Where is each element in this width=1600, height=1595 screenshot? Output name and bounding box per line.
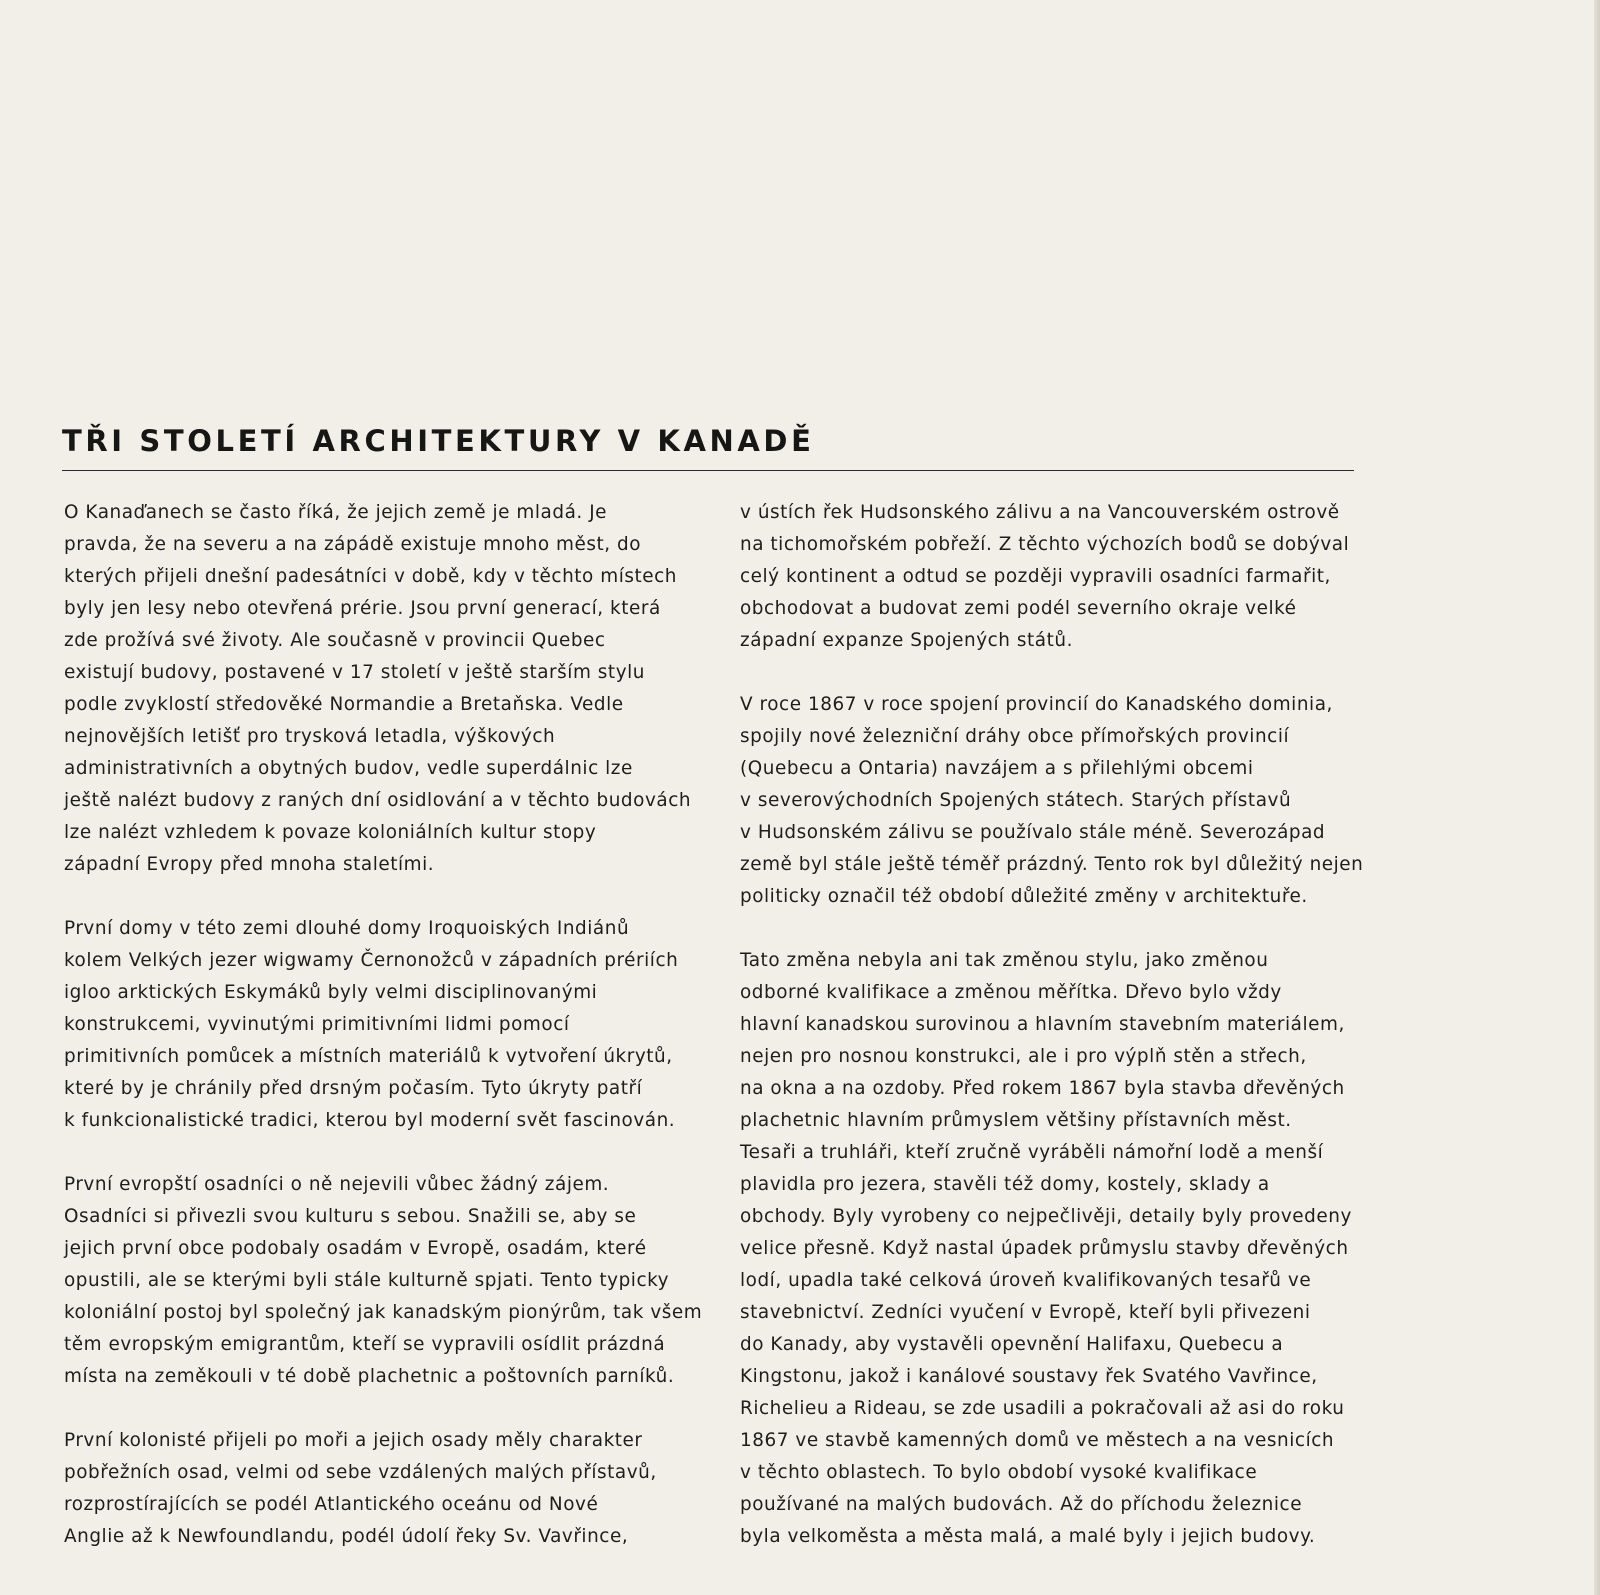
text-line: Tato změna nebyla ani tak změnou stylu, jako změnou: [740, 950, 1269, 971]
text-line: opustili, ale se kterými byli stále kulturně spjati. Tento typicky: [64, 1270, 670, 1291]
left-column: [64, 497, 704, 1585]
text-line: kterých přijeli dnešní padesátníci v době, kdy v těchto místech: [64, 566, 677, 587]
text-line: obchody. Byly vyrobeny co nejpečlivěji, detaily byly provedeny: [740, 1206, 1352, 1227]
text-line: existují budovy, postavené v 17 století v ještě starším stylu: [64, 662, 645, 683]
paragraph: [740, 945, 1380, 1553]
text-line: pobřežních osad, velmi od sebe vzdálených malých přístavů,: [64, 1462, 657, 1483]
text-line: západní Evropy před mnoha staletími.: [64, 854, 435, 875]
text-line: podle zvyklostí středověké Normandie a Bretaňska. Vedle: [64, 694, 624, 715]
text-line: na okna a na ozdoby. Před rokem 1867 byla stavba dřevěných: [740, 1078, 1345, 1099]
text-line: na tichomořském pobřeží. Z těchto výchozích bodů se dobýval: [740, 534, 1350, 555]
text-line: administrativních a obytných budov, vedle superdálnic lze: [64, 758, 633, 779]
text-line: Osadníci si přivezli svou kulturu s sebou. Snažili se, aby se: [64, 1206, 637, 1227]
text-line: rozprostírajících se podél Atlantického oceánu od Nové: [64, 1494, 599, 1515]
title-rule: [62, 470, 1354, 471]
text-line: obchodovat a budovat zemi podél severního okraje velké: [740, 598, 1297, 619]
text-line: konstrukcemi, vyvinutými primitivními lidmi pomocí: [64, 1014, 570, 1035]
text-line: velice přesně. Když nastal úpadek průmyslu stavby dřevěných: [740, 1238, 1349, 1259]
text-line: celý kontinent a odtud se později vypravili osadníci farmařit,: [740, 566, 1331, 587]
text-line: používané na malých budovách. Až do příchodu železnice: [740, 1494, 1303, 1515]
text-line: v ústích řek Hudsonského zálivu a na Vancouverském ostrově: [740, 502, 1340, 523]
right-column: [740, 497, 1380, 1585]
text-line: Richelieu a Rideau, se zde usadili a pokračovali až asi do roku: [740, 1398, 1345, 1419]
text-line: místa na zeměkouli v té době plachetnic a poštovních parníků.: [64, 1366, 675, 1387]
text-line: V roce 1867 v roce spojení provincií do Kanadského dominia,: [740, 694, 1333, 715]
text-line: (Quebecu a Ontaria) navzájem a s přilehlými obcemi: [740, 758, 1254, 779]
text-line: politicky označil též období důležité změny v architektuře.: [740, 886, 1308, 907]
text-line: kolem Velkých jezer wigwamy Černonožců v západních prériích: [64, 950, 679, 971]
text-line: nejen pro nosnou konstrukci, ale i pro výplň stěn a střech,: [740, 1046, 1307, 1067]
text-line: primitivních pomůcek a místních materiálů k vytvoření úkrytů,: [64, 1046, 673, 1067]
text-line: První domy v této zemi dlouhé domy Iroquoiských Indiánů: [64, 918, 630, 939]
text-line: Tesaři a truhláři, kteří zručně vyráběli námořní lodě a menší: [740, 1142, 1324, 1163]
text-line: První evropští osadníci o ně nejevili vůbec žádný zájem.: [64, 1174, 610, 1195]
text-line: v severovýchodních Spojených státech. Starých přístavů: [740, 790, 1292, 811]
page-title: TŘI STOLETÍ ARCHITEKTURY V KANADĚ: [62, 424, 815, 458]
text-line: jejich první obce podobaly osadám v Evropě, osadám, které: [64, 1238, 647, 1259]
text-line: pravda, že na severu a na zápádě existuje mnoho měst, do: [64, 534, 642, 555]
text-line: v těchto oblastech. To bylo období vysoké kvalifikace: [740, 1462, 1258, 1483]
text-line: igloo arktických Eskymáků byly velmi disciplinovanými: [64, 982, 598, 1003]
paragraph: [740, 497, 1380, 657]
text-line: stavebnictví. Zedníci vyučení v Evropě, kteří byli přivezeni: [740, 1302, 1311, 1323]
text-line: koloniální postoj byl společný jak kanadským pionýrům, tak všem: [64, 1302, 703, 1323]
text-line: byla velkoměsta a města malá, a malé byly i jejich budovy.: [740, 1526, 1316, 1547]
paragraph: [64, 1425, 704, 1553]
text-line: země byl stále ještě téměř prázdný. Tento rok byl důležitý nejen: [740, 854, 1364, 875]
text-line: Kingstonu, jakož i kanálové soustavy řek Svatého Vavřince,: [740, 1366, 1318, 1387]
text-line: plachetnic hlavním průmyslem většiny přístavních měst.: [740, 1110, 1292, 1131]
text-line: odborné kvalifikace a změnou měřítka. Dřevo bylo vždy: [740, 982, 1282, 1003]
text-line: lze nalézt vzhledem k povaze koloniálních kultur stopy: [64, 822, 597, 843]
paragraph: [64, 1169, 704, 1393]
text-line: zde prožívá své životy. Ale současně v provincii Quebec: [64, 630, 606, 651]
text-line: k funkcionalistické tradici, kterou byl moderní svět fascinován.: [64, 1110, 676, 1131]
text-line: ještě nalézt budovy z raných dní osidlování a v těchto budovách: [64, 790, 692, 811]
text-line: O Kanaďanech se často říká, že jejich země je mladá. Je: [64, 502, 608, 523]
text-line: byly jen lesy nebo otevřená prérie. Jsou první generací, která: [64, 598, 661, 619]
text-line: Anglie až k Newfoundlandu, podél údolí řeky Sv. Vavřince,: [64, 1526, 629, 1547]
page-edge: [1594, 0, 1600, 1595]
paragraph: [64, 913, 704, 1137]
paragraph: [740, 689, 1380, 913]
text-line: spojily nové železniční dráhy obce přímořských provincií: [740, 726, 1290, 747]
text-line: plavidla pro jezera, stavěli též domy, kostely, sklady a: [740, 1174, 1270, 1195]
text-line: v Hudsonském zálivu se používalo stále méně. Severozápad: [740, 822, 1326, 843]
text-line: nejnovějších letišť pro trysková letadla, výškových: [64, 726, 556, 747]
paragraph: [64, 497, 704, 881]
text-line: do Kanady, aby vystavěli opevnění Halifaxu, Quebecu a: [740, 1334, 1284, 1355]
text-line: těm evropským emigrantům, kteří se vypravili osídlit prázdná: [64, 1334, 666, 1355]
text-line: hlavní kanadskou surovinou a hlavním stavebním materiálem,: [740, 1014, 1345, 1035]
text-line: První kolonisté přijeli po moři a jejich osady měly charakter: [64, 1430, 643, 1451]
text-line: západní expanze Spojených států.: [740, 630, 1073, 651]
text-line: lodí, upadla také celková úroveň kvalifikovaných tesařů ve: [740, 1270, 1312, 1291]
text-line: které by je chránily před drsným počasím. Tyto úkryty patří: [64, 1078, 643, 1099]
text-line: 1867 ve stavbě kamenných domů ve městech a na vesnicích: [740, 1430, 1335, 1451]
